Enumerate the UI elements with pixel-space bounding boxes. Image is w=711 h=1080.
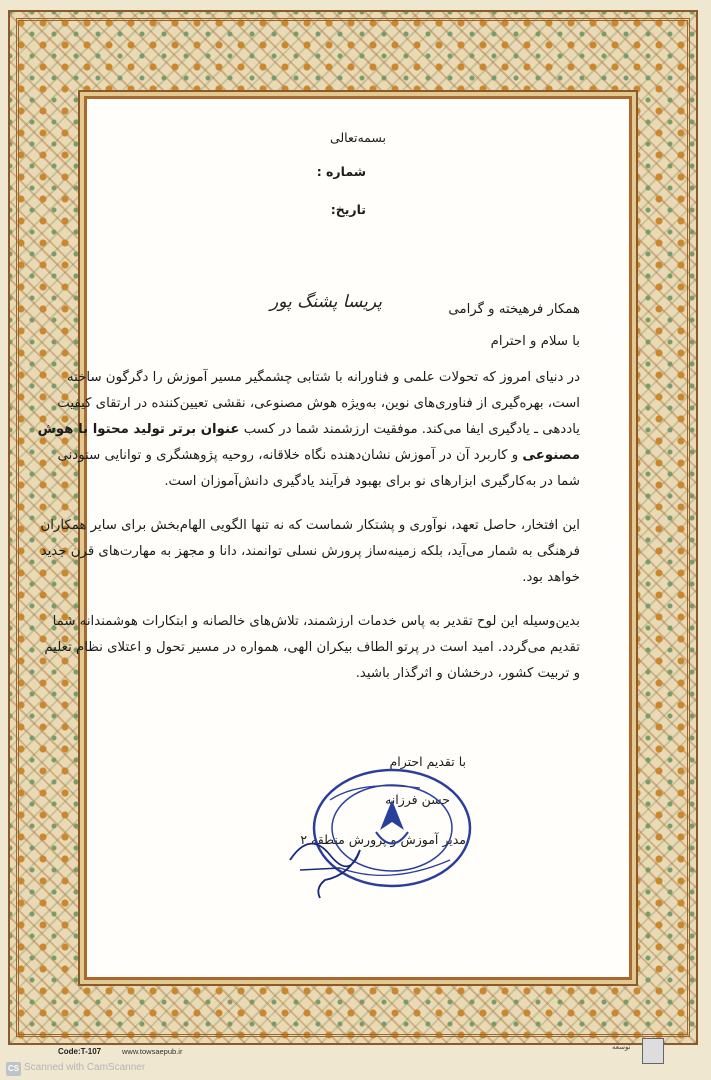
paragraph-3-line-3: و تربیت کشور، درخشان و اثرگذار باشید. xyxy=(355,666,580,681)
recipient-handwritten-name: پریسا پشنگ پور xyxy=(270,292,382,312)
paragraph-2-line-1: این افتخار، حاصل تعهد، نوآوری و پشتکار شماست که نه تنها الگویی الهام‌بخش برای سایر همکاران xyxy=(40,518,580,533)
signature xyxy=(280,820,380,900)
basmala-heading: بسمه‌تعالی xyxy=(329,130,387,145)
signer-name: حسن فرزانه xyxy=(385,792,450,807)
paragraph-3-line-2: تقدیم می‌گردد. امید است در پرتو الطاف بیکران الهی، همواره در مسیر تحول و اعتلای نظام تعلیم xyxy=(44,640,580,655)
camscanner-watermark xyxy=(0,1059,711,1080)
award-title-bold-continued: مصنوعی xyxy=(522,448,580,463)
footer-code: Code:T-107 xyxy=(58,1047,102,1056)
paragraph-1-line-3-text: یاددهی ـ یادگیری ایفا می‌کند. موفقیت ارزشمند شما در کسب xyxy=(243,422,580,437)
award-title-bold: عنوان برتر تولید محتوا با هوش xyxy=(37,422,240,437)
paragraph-1-line-4-text: و کاربرد آن در آموزش نشان‌دهنده نگاه خلاقانه، روحیه پژوهشگری و توانایی ستودنی xyxy=(57,448,519,463)
footer-url: www.towsaepub.ir xyxy=(122,1047,183,1056)
paragraph-1-line-1: در دنیای امروز که تحولات علمی و فناورانه با شتابی چشمگیر مسیر آموزش را دگرگون ساخته xyxy=(67,370,580,385)
paragraph-2-line-2: فرهنگی به شمار می‌آید، بلکه زمینه‌ساز پرورش نسلی توانمند، دانا و مجهز به مهارت‌های قرن جدید xyxy=(40,544,580,559)
closing-phrase: با تقدیم احترام xyxy=(389,754,466,769)
paragraph-3-line-1: بدین‌وسیله این لوح تقدیر به پاس خدمات ارزشمند، تلاش‌های خالصانه و ابتکارات هوشمندانه شما xyxy=(52,614,580,629)
number-label: شماره : xyxy=(316,164,366,179)
paragraph-2-line-3: خواهد بود. xyxy=(522,570,580,585)
date-label: تاریخ: xyxy=(330,202,366,217)
camscanner-text: Scanned with CamScanner xyxy=(24,1062,146,1073)
salutation-prefix: همکار فرهیخته و گرامی xyxy=(448,302,580,317)
camscanner-logo-icon: CS xyxy=(6,1062,21,1076)
paragraph-1-line-3 xyxy=(37,420,580,440)
greeting: با سلام و احترام xyxy=(490,334,580,349)
paragraph-1-line-2: است، بهره‌گیری از فناوری‌های نوین، به‌ویژه هوش مصنوعی، نقشی تعیین‌کننده در ارتقای کیفیت xyxy=(57,396,580,411)
signer-title: مدیر آموزش و پرورش منطقه ۲ xyxy=(300,832,466,847)
paragraph-1-line-5: شما در به‌کارگیری ابزارهای نو برای بهبود فرآیند یادگیری دانش‌آموزان است. xyxy=(164,474,580,489)
paragraph-1-line-4 xyxy=(57,446,580,466)
publisher-logo-text: توسعه xyxy=(612,1043,631,1051)
